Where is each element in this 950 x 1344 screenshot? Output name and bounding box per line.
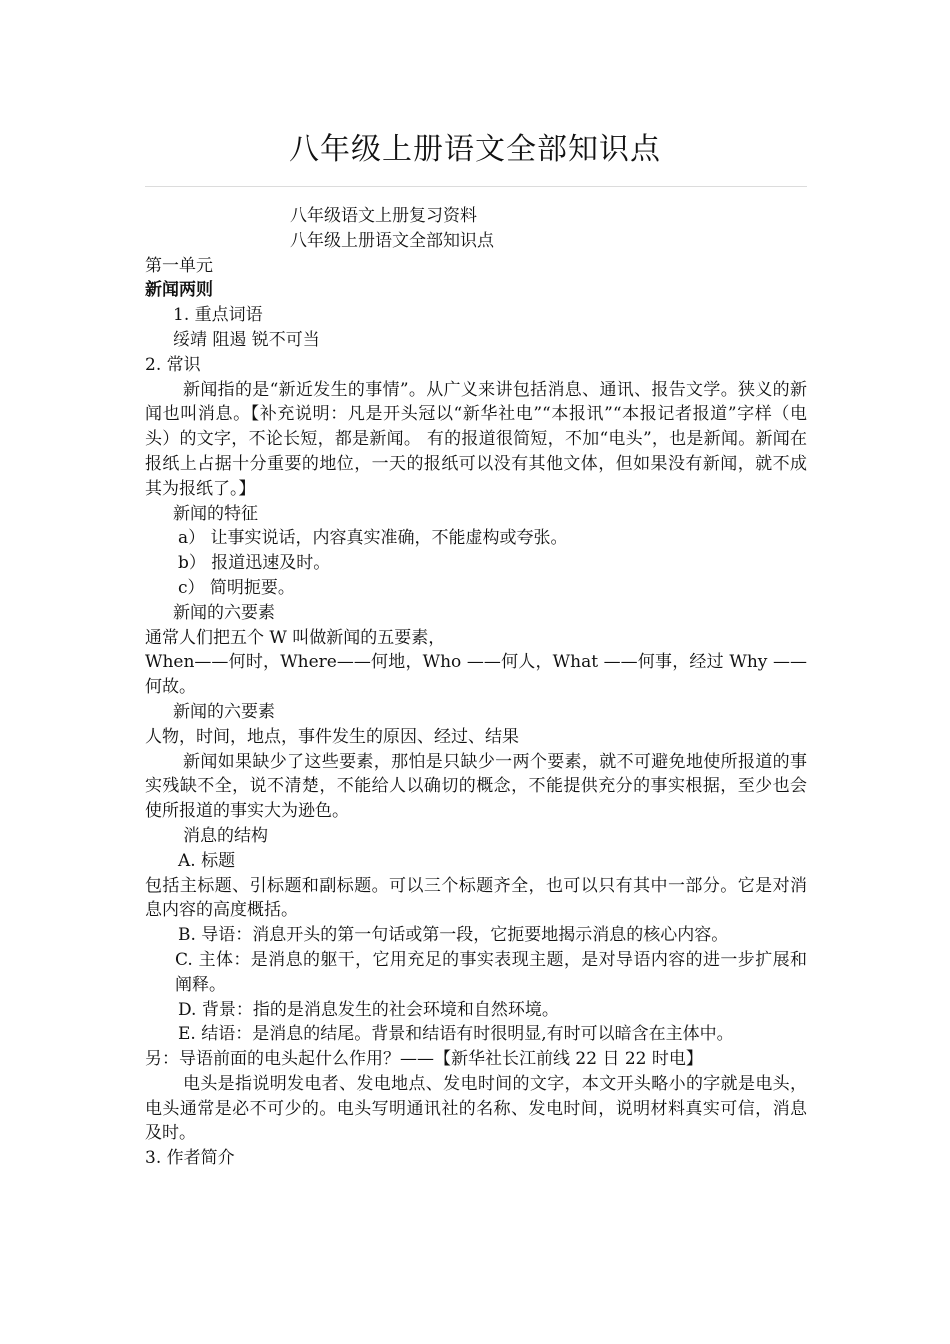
structure-item-c: C. 主体：是消息的躯干，它用充足的事实表现主题，是对导语内容的进一步扩展和阐释。 — [175, 949, 807, 995]
structure-item-e: E. 结语：是消息的结尾。背景和结语有时很明显,有时可以暗含在主体中。 — [178, 1024, 734, 1045]
document-body — [145, 204, 807, 1171]
message-structure-heading: 消息的结构 — [183, 825, 268, 846]
six-elements-heading-1: 新闻的六要素 — [173, 602, 275, 623]
subtitle-knowledge: 八年级上册语文全部知识点 — [290, 230, 494, 251]
paragraph-dateline: 电头是指说明发电者、发电地点、发电时间的文字，本文开头略小的字就是电头，电头通常是必不可少的。电头写明通讯社的名称、发电时间，说明材料真实可信，消息及时。 — [145, 1073, 807, 1144]
five-w-intro: 通常人们把五个 W 叫做新闻的五要素， — [145, 627, 446, 648]
dateline-note: 另：导语前面的电头起什么作用？——【新华社长江前线 22 日 22 时电】 — [145, 1049, 703, 1070]
structure-item-a: A. 标题 — [178, 850, 236, 871]
paragraph-missing-elements: 新闻如果缺少了这些要素，那怕是只缺少一两个要素，就不可避免地使所报道的事实残缺不全，说不清楚，不能给人以确切的概念，不能提供充分的事实根据，至少也会使所报道的事实大为逊色。 — [145, 751, 807, 822]
lesson-heading: 新闻两则 — [145, 280, 213, 301]
six-elements-list: 人物，时间，地点，事件发生的原因、经过、结果 — [145, 726, 519, 747]
five-w-detail: When——何时，Where——何地，Who ——何人，What ——何事，经过 Why ——何故。 — [145, 652, 807, 698]
section-key-words-heading: 1. 重点词语 — [173, 305, 263, 326]
six-elements-heading-2: 新闻的六要素 — [173, 701, 275, 722]
document-title: 八年级上册语文全部知识点 — [289, 132, 661, 167]
unit-heading: 第一单元 — [145, 255, 213, 276]
paragraph-news-definition: 新闻指的是“新近发生的事情”。从广义来讲包括消息、通讯、报告文学。狭义的新闻也叫消息。【补充说明：凡是开头冠以“新华社电”“本报讯”“本报记者报道”字样（电头）的文字，不论长短，都是新闻。 有的报道很简短，不加“电头”，也是新闻。新闻在报纸上占据十分重要的地位，一天的报纸可以没有其他文体，但如果没有新闻，就不成其为报纸了。】 — [145, 379, 807, 499]
title-divider — [145, 186, 807, 187]
section-author-heading: 3. 作者简介 — [145, 1148, 235, 1169]
news-features-heading: 新闻的特征 — [173, 503, 258, 524]
structure-item-d: D. 背景：指的是消息发生的社会环境和自然环境。 — [178, 999, 559, 1020]
structure-item-b: B. 导语：消息开头的第一句话或第一段，它扼要地揭示消息的核心内容。 — [178, 925, 729, 946]
feature-item-c: c） 简明扼要。 — [178, 577, 295, 598]
feature-item-a: a） 让事实说话，内容真实准确，不能虚构或夸张。 — [178, 528, 568, 549]
feature-item-b: b） 报道迅速及时。 — [178, 553, 331, 574]
key-words-list: 绥靖 阻遏 锐不可当 — [173, 329, 320, 350]
subtitle-review: 八年级语文上册复习资料 — [290, 206, 477, 226]
paragraph-headline: 包括主标题、引标题和副标题。可以三个标题齐全，也可以只有其中一部分。它是对消息内容的高度概括。 — [145, 875, 807, 921]
section-common-knowledge-heading: 2. 常识 — [145, 354, 201, 375]
